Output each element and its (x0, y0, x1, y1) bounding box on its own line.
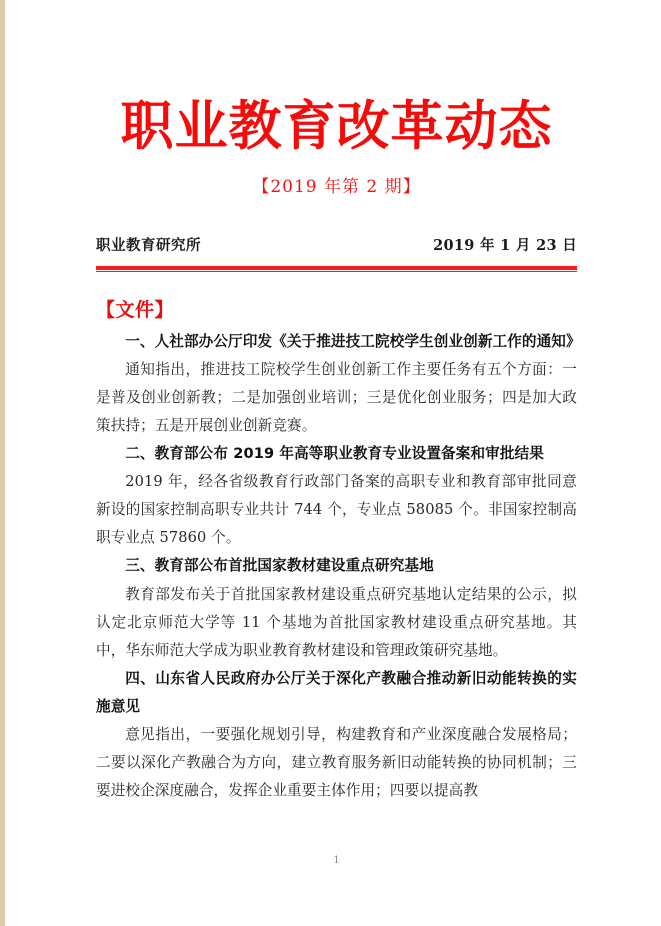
item-paragraph-4: 意见指出，一要强化规划引导，构建教育和产业深度融合发展格局；二要以深化产教融合为方向，建立教育服务新旧动能转换的协同机制；三要进校企深度融合，发挥企业重要主体作用；四要以提高教 (96, 725, 577, 799)
item-heading-1: 一、人社部办公厅印发《关于推进技工院校学生创业创新工作的通知》 (125, 333, 581, 351)
masthead-title: 职业教育改革动态 (120, 95, 553, 157)
page-number: 1 (333, 855, 340, 866)
item-heading-3: 三、教育部公布首批国家教材建设重点研究基地 (125, 557, 434, 575)
document-page (5, 0, 661, 926)
item-heading-2: 二、教育部公布 2019 年高等职业教育专业设置备案和审批结果 (125, 445, 544, 463)
page-content (96, 0, 581, 866)
document-body (96, 328, 581, 804)
masthead-issue-number: 【2019 年第 2 期】 (252, 177, 421, 198)
item-heading-4: 四、山东省人民政府办公厅关于深化产教融合推动新旧动能转换的实施意见 (96, 669, 577, 715)
item-paragraph-2: 2019 年，经各省级教育行政部门备案的高职专业和教育部审批同意新设的国家控制高职专业共计 744 个，专业点 58085 个。非国家控制高职专业点 57860 个。 (96, 473, 577, 547)
publication-date: 2019 年 1 月 23 日 (433, 237, 577, 255)
section-tag-documents: 【文件】 (96, 299, 175, 322)
publisher-date-row (96, 234, 577, 255)
item-paragraph-1: 通知指出，推进技工院校学生创业创新工作主要任务有五个方面：一是普及创业创新教；二是加强创业培训；三是优化创业服务；四是加大政策扶持；五是开展创业创新竞赛。 (96, 361, 577, 435)
item-paragraph-3: 教育部发布关于首批国家教材建设重点研究基地认定结果的公示，拟认定北京师范大学等 11 个基地为首批国家教材建设重点研究基地。其中，华东师范大学成为职业教育教材建设和管理政策研究基地。 (96, 585, 577, 659)
issuer-name: 职业教育研究所 (96, 237, 201, 255)
